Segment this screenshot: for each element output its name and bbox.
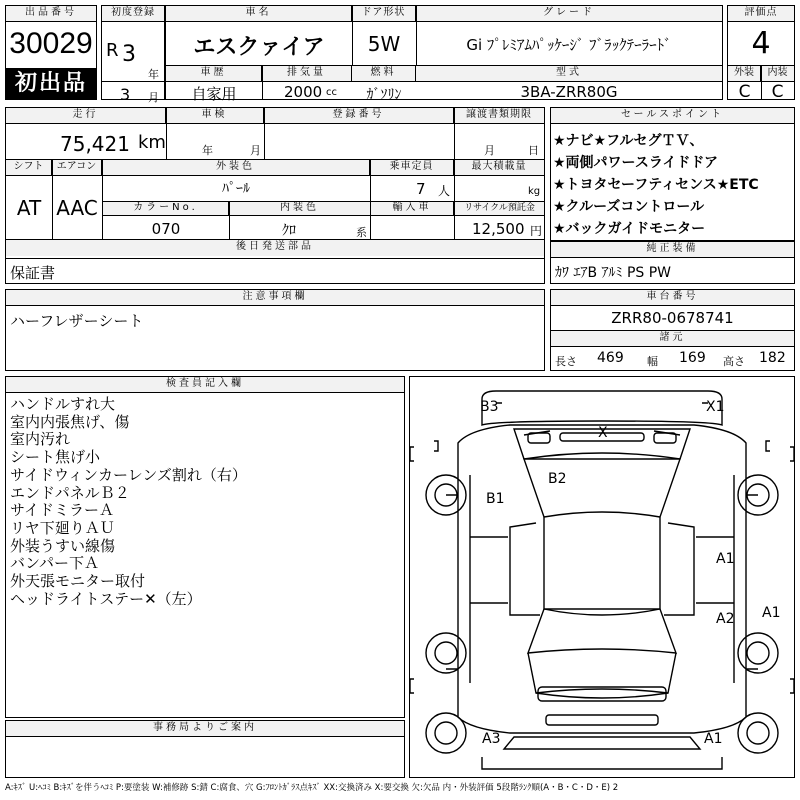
width: 169 bbox=[679, 350, 706, 366]
displacement: 2000 bbox=[284, 83, 323, 101]
door-type: 5W bbox=[367, 32, 401, 56]
color-number: 070 bbox=[151, 220, 181, 238]
capacity: 7 bbox=[416, 180, 426, 198]
mark-a1-far: A1 bbox=[762, 605, 781, 621]
import-label: 輸入車 bbox=[371, 202, 454, 216]
year-unit: 年 bbox=[148, 68, 159, 81]
selling-points-label: セールスポイント bbox=[551, 108, 794, 124]
notes-box bbox=[5, 289, 545, 371]
dimensions-label: 諸元 bbox=[551, 331, 794, 347]
inspector-line: リヤ下廻りＡＵ bbox=[10, 518, 115, 537]
interior-color-unit: 系 bbox=[356, 226, 367, 239]
door-label: ドア形状 bbox=[352, 6, 416, 22]
exterior-color-label: 外装色 bbox=[102, 160, 370, 176]
equipment: ｶﾜ ｴｱB ｱﾙﾐ PS PW bbox=[555, 265, 672, 281]
interior-score-label: 内装 bbox=[761, 66, 794, 82]
displacement-label: 排気量 bbox=[262, 66, 352, 82]
inspector-line: バンパー下Ａ bbox=[10, 554, 99, 573]
inspector-line: ヘッドライトステー✕（左） bbox=[10, 589, 202, 608]
mark-a1-bottom: A1 bbox=[704, 731, 723, 747]
capacity-unit: 人 bbox=[438, 184, 451, 198]
selling-point: ★ナビ★フルセグＴＶ、 bbox=[553, 133, 704, 149]
registration-month: 3 bbox=[120, 85, 131, 104]
grade-label: グレード bbox=[416, 6, 722, 22]
era: R bbox=[106, 40, 119, 61]
shift-label: シフト bbox=[6, 160, 52, 176]
exterior-score: C bbox=[738, 82, 751, 102]
height: 182 bbox=[759, 350, 786, 366]
aircon: AAC bbox=[56, 196, 98, 220]
fuel: ｶﾞｿﾘﾝ bbox=[366, 87, 402, 103]
selling-points-box bbox=[550, 107, 795, 241]
inspector-line: サイドミラーＡ bbox=[10, 501, 114, 520]
registration-box bbox=[101, 5, 165, 104]
inspector-line: 室内内張焦げ、傷 bbox=[10, 412, 130, 431]
exterior-score-label: 外装 bbox=[728, 66, 761, 82]
later-parts-box bbox=[5, 258, 545, 284]
selling-point: ★トヨタセーフティセンス★ETC bbox=[553, 177, 759, 193]
lot-label: 出品番号 bbox=[6, 6, 96, 22]
selling-point: ★クルーズコントロール bbox=[553, 199, 705, 215]
mileage-unit: km bbox=[138, 132, 166, 153]
equipment-label: 純正装備 bbox=[551, 242, 794, 258]
inspector-line: 外装うすい線傷 bbox=[10, 536, 116, 555]
inspector-line: サイドウィンカーレンズ割れ（右） bbox=[10, 465, 247, 484]
mark-a1-right: A1 bbox=[716, 551, 735, 567]
vehicle-history: 自家用 bbox=[191, 85, 237, 103]
registration-number-label: 登録番号 bbox=[264, 108, 454, 124]
first-listing-badge: 初出品 bbox=[6, 68, 96, 99]
score-box bbox=[727, 5, 795, 100]
mark-b3: B3 bbox=[480, 399, 499, 415]
inspection-year-unit: 年 bbox=[202, 144, 213, 157]
score-label: 評価点 bbox=[728, 6, 794, 22]
model-code: 3BA-ZRR80G bbox=[520, 83, 618, 101]
max-load-label: 最大積載量 bbox=[454, 160, 544, 176]
grade: Gi ﾌﾟﾚﾐｱﾑﾊﾟｯｹｰｼﾞ ﾌﾞﾗｯｸﾃｰﾗｰﾄﾞ bbox=[466, 36, 672, 54]
interior-color: ｸﾛ bbox=[282, 223, 296, 239]
later-parts-label: 後日発送部品 bbox=[6, 240, 544, 256]
registration-year: 3 bbox=[122, 42, 136, 67]
transfer-docs-label: 譲渡書類期限 bbox=[454, 108, 544, 124]
score-value: 4 bbox=[751, 26, 771, 61]
length-label: 長さ bbox=[555, 355, 577, 368]
color-number-label: カラーNo. bbox=[103, 202, 229, 216]
recycle-deposit: 12,500 bbox=[472, 220, 525, 238]
model-label: 型式 bbox=[416, 66, 722, 82]
width-label: 幅 bbox=[647, 355, 658, 368]
car-name: エスクァイア bbox=[193, 35, 325, 60]
displacement-unit: cc bbox=[326, 87, 337, 98]
mark-x: X bbox=[598, 425, 608, 441]
chassis-box bbox=[550, 289, 795, 371]
interior-score: C bbox=[771, 82, 784, 102]
exterior-color: ﾊﾟｰﾙ bbox=[222, 181, 250, 197]
legend: A:ｷｽﾞ U:ﾍｺﾐ B:ｷｽﾞを伴うﾍｺﾐ P:要塗装 W:補修跡 S:錆 C:腐食、穴 G:ﾌﾛﾝﾄｶﾞﾗｽ点ｷｽﾞ XX:交換済み X:要交換 欠:欠品 内・外装評価 5段階ﾗﾝｸ順(A・B・C・D・E) 2 bbox=[5, 783, 619, 793]
inspector-box bbox=[5, 376, 405, 718]
selling-point: ★両側パワースライドドア bbox=[553, 155, 719, 171]
max-load-unit: kg bbox=[528, 186, 541, 197]
inspector-line: シート焦げ小 bbox=[10, 448, 101, 467]
registration-label: 初度登録 bbox=[102, 6, 164, 22]
mark-b1: B1 bbox=[486, 491, 505, 507]
inspector-lines bbox=[10, 396, 247, 608]
height-label: 高さ bbox=[723, 355, 745, 368]
fuel-label: 燃料 bbox=[352, 66, 416, 82]
lot-number: 30029 bbox=[9, 27, 93, 60]
inspection-label: 車検 bbox=[166, 108, 264, 124]
shift: AT bbox=[16, 196, 42, 220]
recycle-unit: 円 bbox=[530, 224, 543, 238]
notes-label: 注意事項欄 bbox=[6, 290, 544, 306]
chassis-label: 車台番号 bbox=[551, 290, 794, 306]
equipment-box bbox=[550, 241, 795, 284]
mileage: 75,421 bbox=[60, 132, 130, 156]
car-name-label: 車名 bbox=[166, 6, 352, 22]
chassis-number: ZRR80-0678741 bbox=[611, 309, 734, 327]
aircon-label: エアコン bbox=[52, 160, 102, 176]
lot-box bbox=[5, 5, 97, 100]
mark-a2-right: A2 bbox=[716, 611, 735, 627]
notes: ハーフレザーシート bbox=[10, 312, 144, 330]
interior-color-label: 内装色 bbox=[229, 202, 370, 216]
length: 469 bbox=[597, 350, 624, 366]
inspection-month-unit: 月 bbox=[250, 144, 261, 157]
selling-point: ★バックガイドモニター bbox=[553, 221, 706, 237]
month-unit: 月 bbox=[148, 91, 159, 104]
inspector-line: ハンドルすれ大 bbox=[10, 395, 116, 413]
mark-a3: A3 bbox=[482, 731, 501, 747]
inspector-label: 検査員記入欄 bbox=[6, 377, 404, 393]
inspector-line: エンドパネルＢ２ bbox=[10, 483, 130, 502]
inspector-line: 室内汚れ bbox=[10, 430, 71, 449]
later-parts: 保証書 bbox=[10, 264, 56, 282]
office-box bbox=[5, 720, 405, 778]
inspector-line: 外天張モニター取付 bbox=[10, 572, 146, 591]
mark-x1: X1 bbox=[706, 399, 725, 415]
recycle-label: リサイクル預託金 bbox=[455, 202, 544, 216]
history-label: 車歴 bbox=[166, 66, 262, 82]
car-diagram bbox=[409, 376, 795, 778]
transfer-day-unit: 日 bbox=[528, 144, 539, 157]
mileage-label: 走行 bbox=[6, 108, 166, 124]
car-info-box bbox=[165, 5, 723, 103]
details-box bbox=[5, 107, 545, 259]
transfer-month-unit: 月 bbox=[484, 144, 495, 157]
mark-b2: B2 bbox=[548, 471, 567, 487]
office-label: 事務局よりご案内 bbox=[6, 721, 404, 737]
capacity-label: 乗車定員 bbox=[370, 160, 454, 176]
